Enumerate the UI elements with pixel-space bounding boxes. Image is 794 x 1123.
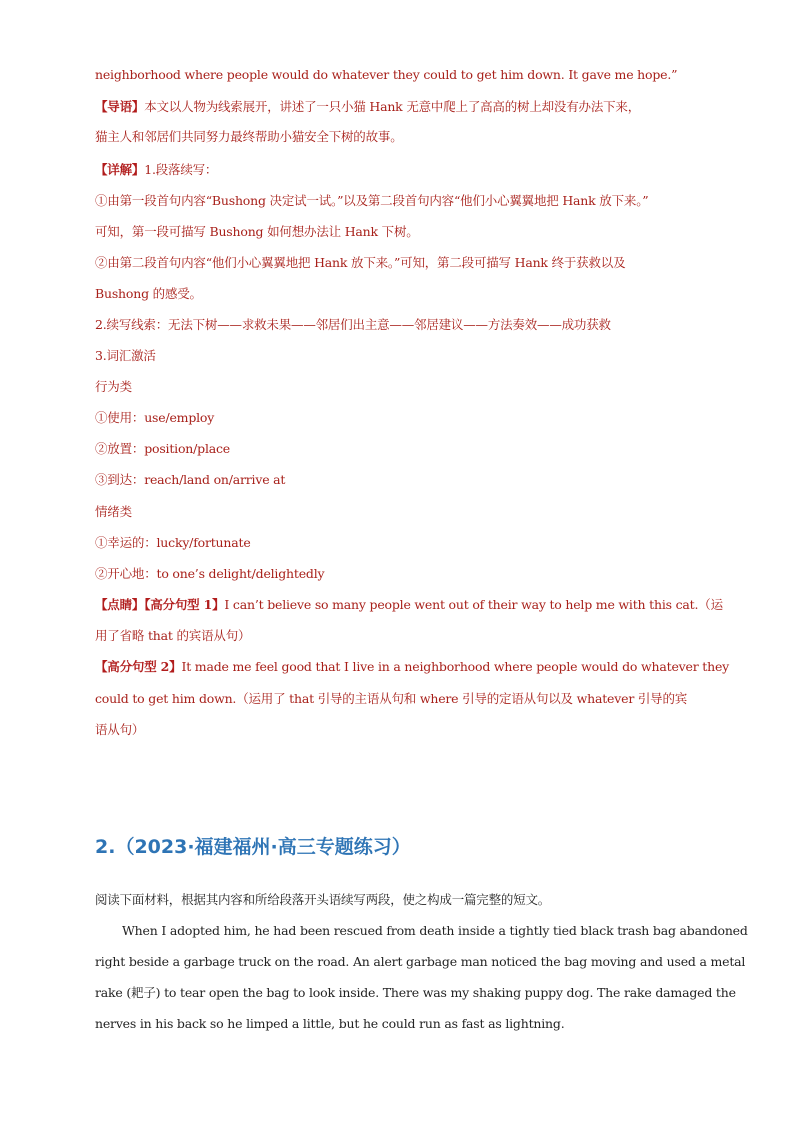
passage-line-1: When I adopted him, he had been rescued from death inside a tightly tied black trash bag abandoned: [122, 923, 748, 938]
para1-hint-a: ①由第一段首句内容“Bushong 决定试一试。”以及第二段首句内容“他们小心翼翼地把 Hank 放下来。”: [95, 193, 649, 208]
sentence-1-text-a: I can’t believe so many people went out of their way to help me with this cat.（运: [224, 597, 723, 612]
sentence-2-line-c: 语从句）: [95, 722, 145, 737]
vocab-title: 3.词汇激活: [95, 348, 156, 363]
passage-line-4: nerves in his back so he limped a little, but he could run as fast as lightning.: [95, 1016, 565, 1031]
guide-line-2: 猫主人和邻居们共同努力最终帮助小猫安全下树的故事。: [95, 129, 403, 144]
sentence-1-line-b: 用了省略 that 的宾语从句）: [95, 628, 251, 643]
sentence-2-line-b: could to get him down.（运用了 that 引导的主语从句和 where 引导的定语从句以及 whatever 引导的宾: [95, 691, 688, 706]
passage-line-2: right beside a garbage truck on the road. An alert garbage man noticed the bag moving and used a metal: [95, 954, 746, 969]
para2-hint-b: Bushong 的感受。: [95, 286, 202, 301]
guide-tag: 【导语】: [95, 99, 145, 114]
highlight-tag: 【点睛】: [95, 597, 145, 612]
detail-line: [95, 161, 715, 179]
category-action: 行为类: [95, 379, 132, 394]
vocab-action-1: ①使用：use/employ: [95, 410, 215, 425]
detail-text: 1.段落续写：: [144, 162, 218, 177]
para1-hint-b: 可知，第一段可描写 Bushong 如何想办法让 Hank 下树。: [95, 224, 419, 239]
clues-line: 2.续写线索：无法下树——求救未果——邻居们出主意——邻居建议——方法奏效——成功获救: [95, 317, 611, 332]
sentence-2-tag: 【高分句型 2】: [95, 659, 182, 674]
vocab-action-3: ③到达：reach/land on/arrive at: [95, 472, 286, 487]
guide-text-1: 本文以人物为线索展开，讲述了一只小猫 Hank 无意中爬上了高高的树上却没有办法下来，: [144, 99, 641, 114]
sentence-1-tag: 【高分句型 1】: [144, 597, 225, 612]
sentence-1-line-a: [95, 596, 723, 614]
vocab-emotion-2: ②开心地：to one’s delight/delightedly: [95, 566, 325, 581]
para2-hint-a: ②由第二段首句内容“他们小心翼翼地把 Hank 放下来。”可知，第二段可描写 Hank 终于获救以及: [95, 255, 626, 270]
sentence-2-text-a: It made me feel good that I live in a neighborhood where people would do whatever they: [181, 659, 729, 674]
vocab-action-2: ②放置：position/place: [95, 441, 230, 456]
category-emotion: 情绪类: [95, 504, 132, 519]
continuation-line: neighborhood where people would do whatever they could to get him down. It gave me hope.”: [95, 67, 678, 82]
guide-line-1: [95, 98, 715, 116]
question-title: 2.（2023·福建福州·高三专题练习）: [95, 836, 411, 858]
sentence-2-line-a: [95, 658, 729, 676]
passage-line-3: rake (耙子) to tear open the bag to look inside. There was my shaking puppy dog. The rake damaged the: [95, 985, 736, 1000]
vocab-emotion-1: ①幸运的：lucky/fortunate: [95, 535, 251, 550]
question-instruction: 阅读下面材料，根据其内容和所给段落开头语续写两段，使之构成一篇完整的短文。: [95, 892, 551, 907]
detail-tag: 【详解】: [95, 162, 145, 177]
